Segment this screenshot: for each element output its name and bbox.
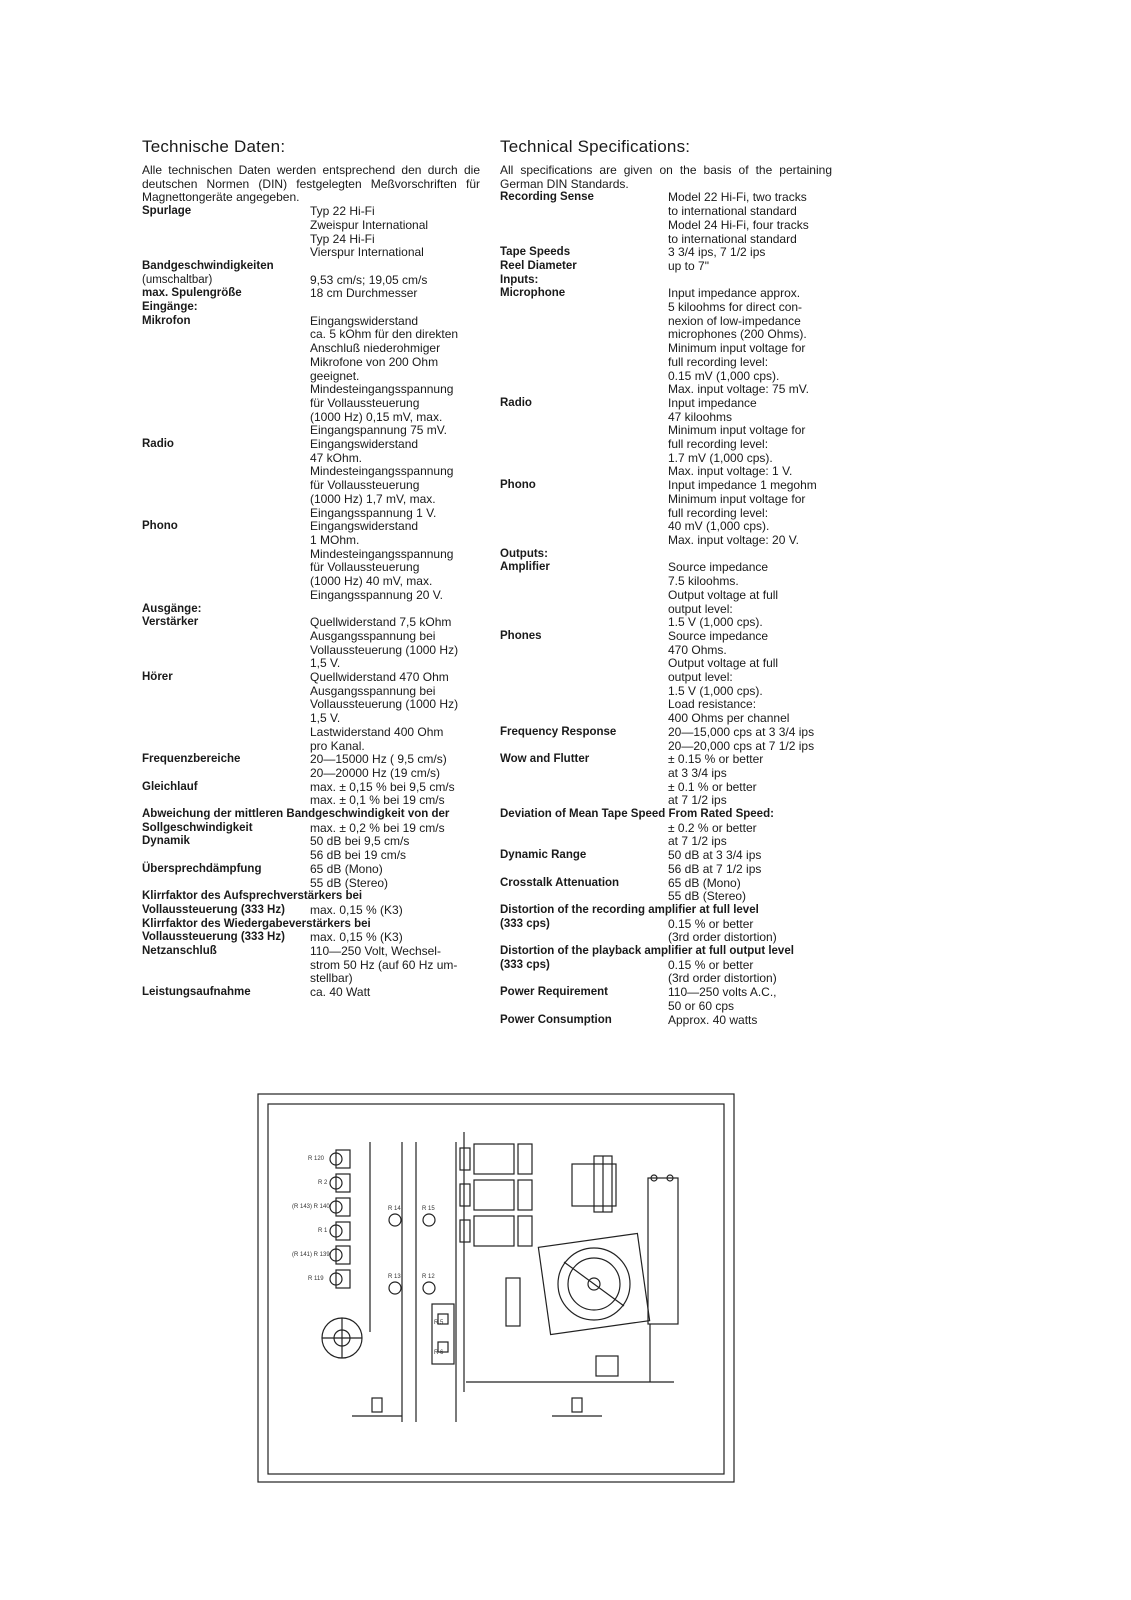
rotary-switch [322, 1318, 362, 1358]
spec-label: Eingänge: [142, 301, 198, 314]
spec-row [142, 301, 480, 315]
spec-label: Radio [142, 438, 174, 451]
spec-label: Mikrofon [142, 314, 191, 327]
english-dist1-heading: Distortion of the recording amplifier at full level [500, 903, 759, 916]
relay-stack [460, 1144, 532, 1246]
spec-value: Input impedance 47 kiloohms Minimum input voltage for full recording level: 1.7 mV (1,000 cps). Max. input voltage: 1 V. [668, 395, 806, 479]
diagram-label: R 12 [422, 1274, 435, 1280]
spec-row [142, 260, 480, 274]
english-dist1-row [500, 918, 832, 945]
spec-value: 0.15 % or better (3rd order distortion) [668, 916, 777, 945]
spec-value: max. ± 0,2 % bei 19 cm/s [310, 820, 445, 835]
spec-row [142, 616, 480, 671]
capacitor [648, 1175, 678, 1324]
diagram-label: R 120 [308, 1156, 325, 1162]
spec-row [142, 520, 480, 602]
english-dist2-heading: Distortion of the playback amplifier at full output level [500, 945, 794, 958]
spec-row [142, 863, 480, 890]
spec-label: Dynamik [142, 835, 190, 848]
spec-value: 3 3/4 ips, 7 1/2 ips [668, 245, 766, 260]
spec-label: Frequenzbereiche [142, 753, 241, 766]
spec-row [500, 753, 832, 808]
german-klirr1-heading: Klirrfaktor des Aufsprechverstärkers bei [142, 890, 363, 903]
spec-value [310, 301, 480, 315]
diagram-label: R 14 [388, 1206, 401, 1212]
spec-label: Gleichlauf [142, 780, 198, 793]
spec-row [142, 945, 480, 986]
english-deviation-heading: Deviation of Mean Tape Speed From Rated Speed: [500, 808, 774, 821]
spec-value: Eingangswiderstand ca. 5 kOhm für den direkten Anschluß niederohmiger Mikrofone von 200 Ohm geeignet. Mindesteingangsspannung für Vollaussteuerung (1000 Hz) 0,15 mV, max. Eingangspannung 75 mV. [310, 313, 459, 438]
spec-label: Bandgeschwindigkeiten [142, 259, 274, 272]
spec-value: 20—15000 Hz ( 9,5 cm/s) 20—20000 Hz (19 cm/s) [310, 752, 447, 780]
spec-value: 20—15,000 cps at 3 3/4 ips 20—20,000 cps at 7 1/2 ips [668, 724, 815, 753]
spec-value: 65 dB (Mono) 55 dB (Stereo) [310, 861, 389, 890]
spec-row [142, 274, 480, 288]
diagram-label: R 1 [318, 1228, 328, 1234]
potentiometer-column [330, 1150, 350, 1288]
spec-value: ca. 40 Watt [310, 985, 371, 1000]
spec-label: Power Consumption [500, 1013, 612, 1026]
spec-label: (333 cps) [500, 958, 550, 971]
spec-value [668, 548, 832, 562]
spec-row [500, 877, 832, 904]
spec-label: Spurlage [142, 205, 192, 218]
diagram-label: (R 141) R 139 [292, 1252, 330, 1258]
diagram-label: R 2 [318, 1180, 328, 1186]
spec-label: Wow and Flutter [500, 753, 590, 766]
spec-row [500, 274, 832, 288]
spec-value: 110—250 volts A.C., 50 or 60 cps [668, 985, 777, 1013]
spec-value: Input impedance approx. 5 kiloohms for direct con- nexion of low-impedance microphones (200 Ohms). Minimum input voltage for full recording level: 0.15 mV (1,000 cps). Max. input voltage: 75 mV. [668, 286, 809, 397]
spec-value: max. 0,15 % (K3) [310, 902, 403, 917]
german-heading: Technische Daten: [142, 137, 286, 156]
spec-label: Tape Speeds [500, 246, 571, 259]
diagram-label: R 15 [422, 1206, 435, 1212]
motor-assembly [506, 1233, 650, 1334]
spec-label: Inputs: [500, 273, 539, 286]
spec-row [142, 835, 480, 862]
spec-label: Dynamic Range [500, 849, 587, 862]
german-spec-list-3 [142, 945, 480, 1000]
spec-row [500, 260, 832, 274]
english-heading: Technical Specifications: [500, 137, 691, 156]
german-specs-column [142, 136, 480, 1000]
spec-label: Power Requirement [500, 986, 608, 999]
diagram-outer-frame [258, 1094, 734, 1482]
spec-label: Amplifier [500, 561, 550, 574]
ground-symbol-left [352, 1398, 402, 1416]
spec-value: Source impedance 470 Ohms. Output voltage at full output level: 1.5 V (1,000 cps). Load resistance: 400 Ohms per channel [668, 628, 790, 726]
spec-value: 50 dB bei 9,5 cm/s 56 dB bei 19 cm/s [310, 834, 410, 863]
spec-value: Input impedance 1 megohm Minimum input voltage for full recording level: 40 mV (1,000 cps). Max. input voltage: 20 V. [668, 478, 817, 547]
spec-value: 110—250 Volt, Wechsel- strom 50 Hz (auf 60 Hz um- stellbar) [310, 944, 458, 986]
spec-label: Verstärker [142, 616, 199, 629]
spec-value [310, 603, 480, 617]
spec-label: Phono [142, 520, 178, 533]
spec-row [500, 1014, 832, 1028]
spec-label: (umschaltbar) [142, 273, 213, 286]
spec-value: Typ 22 Hi-Fi Zweispur International Typ 24 Hi-Fi Vierspur International [310, 204, 429, 260]
spec-value: Source impedance 7.5 kiloohms. Output voltage at full output level: 1.5 V (1,000 cps). [668, 560, 779, 630]
spec-row [142, 822, 480, 836]
spec-value: Eingangswiderstand 1 MOhm. Mindesteingangsspannung für Vollaussteuerung (1000 Hz) 40 mV, max. Eingangsspannung 20 V. [310, 519, 454, 602]
german-spec-list-2 [142, 822, 480, 891]
german-intro: Alle technischen Daten werden entsprechend den durch die deutschen Normen (DIN) festgelegten Meßvorschriften für Magnettongeräte angegeben. [142, 163, 480, 205]
spec-label: Sollgeschwindigkeit [142, 821, 253, 834]
spec-row [142, 781, 480, 808]
diagram-label: R 119 [308, 1276, 324, 1282]
spec-row [500, 246, 832, 260]
spec-row [500, 726, 832, 753]
spec-label: Reel Diameter [500, 259, 577, 272]
spec-value: max. ± 0,15 % bei 9,5 cm/s max. ± 0,1 % bei 19 cm/s [310, 779, 455, 808]
spec-value: up to 7" [668, 258, 709, 273]
diagram-label: (R 143) R 140 [292, 1204, 330, 1210]
spec-row [142, 287, 480, 301]
spec-label: Netzanschluß [142, 945, 217, 958]
spec-label: Leistungsaufnahme [142, 986, 251, 999]
spec-row [500, 561, 832, 630]
spec-row [142, 315, 480, 438]
spec-label: Microphone [500, 287, 566, 300]
english-specs-column [500, 136, 832, 1027]
spec-value: 50 dB at 3 3/4 ips 56 dB at 7 1/2 ips [668, 848, 762, 876]
spec-row [500, 479, 832, 548]
spec-row [142, 603, 480, 617]
spec-row [500, 849, 832, 876]
english-spec-list [500, 191, 832, 808]
spec-row [500, 986, 832, 1013]
spec-label: Vollaussteuerung (333 Hz) [142, 903, 285, 916]
spec-label: Vollaussteuerung (333 Hz) [142, 931, 285, 944]
spec-row [500, 397, 832, 479]
english-intro: All specifications are given on the basis of the pertaining German DIN Standards. [500, 163, 832, 191]
german-klirr2-row [142, 931, 480, 945]
output-plug [596, 1356, 618, 1376]
german-deviation-heading: Abweichung der mittleren Bandgeschwindigkeit von der [142, 808, 450, 821]
spec-value: 18 cm Durchmesser [310, 286, 418, 301]
english-spec-list-3 [500, 986, 832, 1027]
spec-label: max. Spulengröße [142, 287, 242, 300]
german-klirr1-row [142, 904, 480, 918]
diagram-label: R 6 [434, 1350, 444, 1356]
spec-value [310, 260, 480, 274]
spec-value: Eingangswiderstand 47 kOhm. Mindesteingangsspannung für Vollaussteuerung (1000 Hz) 1,7 mV, max. Eingangsspannung 1 V. [310, 437, 454, 520]
spec-label: Phones [500, 629, 542, 642]
spec-value: 65 dB (Mono) 55 dB (Stereo) [668, 875, 747, 904]
spec-value [668, 274, 832, 288]
spec-value: Quellwiderstand 7,5 kOhm Ausgangsspannung bei Vollaussteuerung (1000 Hz) 1,5 V. [310, 615, 459, 671]
spec-label: Frequency Response [500, 725, 617, 738]
spec-label: Ausgänge: [142, 602, 202, 615]
spec-value: ± 0.15 % or better at 3 3/4 ips ± 0.1 % or better at 7 1/2 ips [668, 752, 764, 808]
spec-row [142, 671, 480, 753]
german-klirr2-heading: Klirrfaktor des Wiedergabeverstärkers bei [142, 917, 371, 930]
english-dist2-row [500, 959, 832, 986]
spec-row [500, 630, 832, 726]
spec-label: Übersprechdämpfung [142, 862, 262, 875]
spec-value: 9,53 cm/s; 19,05 cm/s [310, 272, 428, 287]
transformer [572, 1156, 616, 1212]
spec-label: Crosstalk Attenuation [500, 876, 620, 889]
spec-value: Model 22 Hi-Fi, two tracks to international standard Model 24 Hi-Fi, four tracks to international standard [668, 190, 809, 246]
diagram-label: R 13 [388, 1274, 401, 1280]
spec-row [142, 753, 480, 780]
english-deviation-row [500, 822, 832, 849]
spec-row [500, 287, 832, 397]
spec-row [142, 205, 480, 260]
spec-label: Phono [500, 479, 536, 492]
german-spec-list [142, 205, 480, 808]
spec-label: Hörer [142, 671, 173, 684]
spec-row [142, 986, 480, 1000]
spec-value: Quellwiderstand 470 Ohm Ausgangsspannung bei Vollaussteuerung (1000 Hz) 1,5 V. Lastwiderstand 400 Ohm pro Kanal. [310, 670, 459, 753]
spec-label: (333 cps) [500, 917, 550, 930]
spec-row [500, 191, 832, 246]
spec-label: Radio [500, 396, 532, 409]
spec-value: ± 0.2 % or better at 7 1/2 ips [668, 820, 757, 849]
spec-row [500, 548, 832, 562]
spec-value: 0.15 % or better (3rd order distortion) [668, 957, 777, 986]
ground-symbol-right [552, 1398, 602, 1416]
spec-value: Approx. 40 watts [668, 1012, 758, 1027]
diagram-label: R 5 [434, 1320, 444, 1326]
spec-label: Recording Sense [500, 191, 594, 204]
spec-label: Outputs: [500, 547, 548, 560]
english-spec-list-2 [500, 849, 832, 904]
spec-value: max. 0,15 % (K3) [310, 930, 403, 945]
component-layout-diagram [256, 1092, 736, 1484]
spec-row [142, 438, 480, 520]
